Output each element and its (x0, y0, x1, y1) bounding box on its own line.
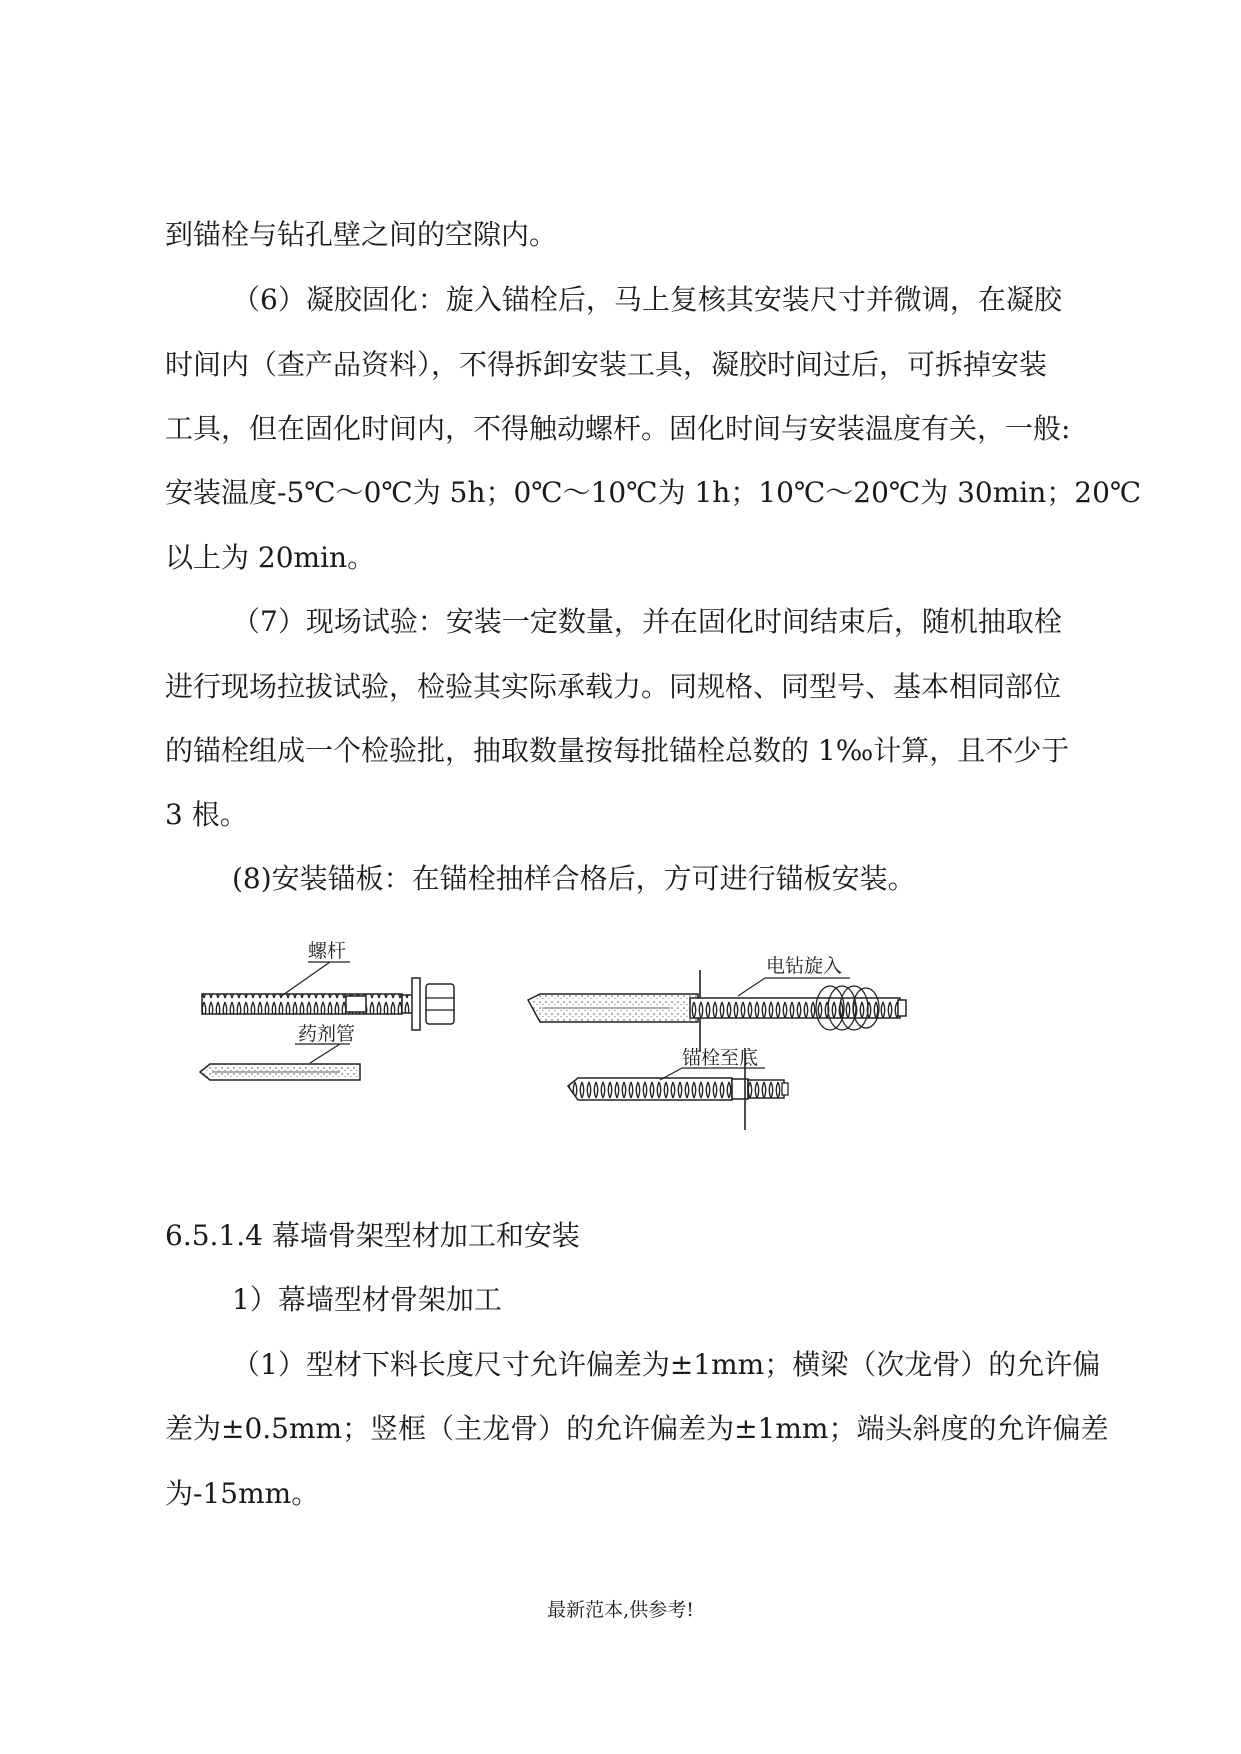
drill-in-drawing (528, 970, 906, 1052)
text-line: 3 根。 (165, 798, 248, 831)
text-line: 到锚栓与钻孔壁之间的空隙内。 (165, 218, 558, 251)
chemical-tube-drawing (200, 1044, 360, 1080)
text-line: 工具，但在固化时间内，不得触动螺杆。固化时间与安装温度有关，一般: (165, 412, 1071, 445)
text-line: （1）型材下料长度尺寸允许偏差为±1mm；横梁（次龙骨）的允许偏 (232, 1348, 1101, 1381)
chemical-tube-label: 药剂管 (298, 1023, 356, 1045)
text-line: 为-15mm。 (165, 1477, 320, 1510)
section-heading: 6.5.1.4 幕墙骨架型材加工和安装 (165, 1219, 580, 1252)
text-line: 进行现场拉拔试验，检验其实际承载力。同规格、同型号、基本相同部位 (165, 670, 1062, 703)
text-line: (8)安装锚板：在锚栓抽样合格后，方可进行锚板安装。 (232, 862, 916, 895)
text-line: 安装温度-5℃～0℃为 5h；0℃～10℃为 1h；10℃～20℃为 30min；20℃ (165, 476, 1142, 509)
subsection-heading: 1）幕墙型材骨架加工 (232, 1283, 502, 1316)
text-line: （6）凝胶固化：旋入锚栓后，马上复核其安装尺寸并微调，在凝胶 (232, 283, 1062, 316)
text-line: 时间内（查产品资料），不得拆卸安装工具，凝胶时间过后，可拆掉安装 (165, 348, 1048, 381)
text-line: 的锚栓组成一个检验批，抽取数量按每批锚栓总数的 1‰计算，且不少于 (165, 734, 1070, 767)
anchor-installation-diagram (190, 940, 1050, 1150)
text-line: 以上为 20min。 (165, 541, 376, 574)
drill-in-label: 电钻旋入 (766, 955, 843, 977)
text-line: 差为±0.5mm；竖框（主龙骨）的允许偏差为±1mm；端头斜度的允许偏差 (165, 1412, 1109, 1445)
screw-rod-drawing (202, 962, 454, 1030)
page-footer: 最新范本,供参考! (547, 1599, 694, 1621)
screw-rod-label: 螺杆 (308, 940, 347, 962)
text-line: （7）现场试验：安装一定数量，并在固化时间结束后，随机抽取栓 (232, 605, 1062, 638)
anchor-bottom-label: 锚栓至底 (682, 1047, 759, 1069)
